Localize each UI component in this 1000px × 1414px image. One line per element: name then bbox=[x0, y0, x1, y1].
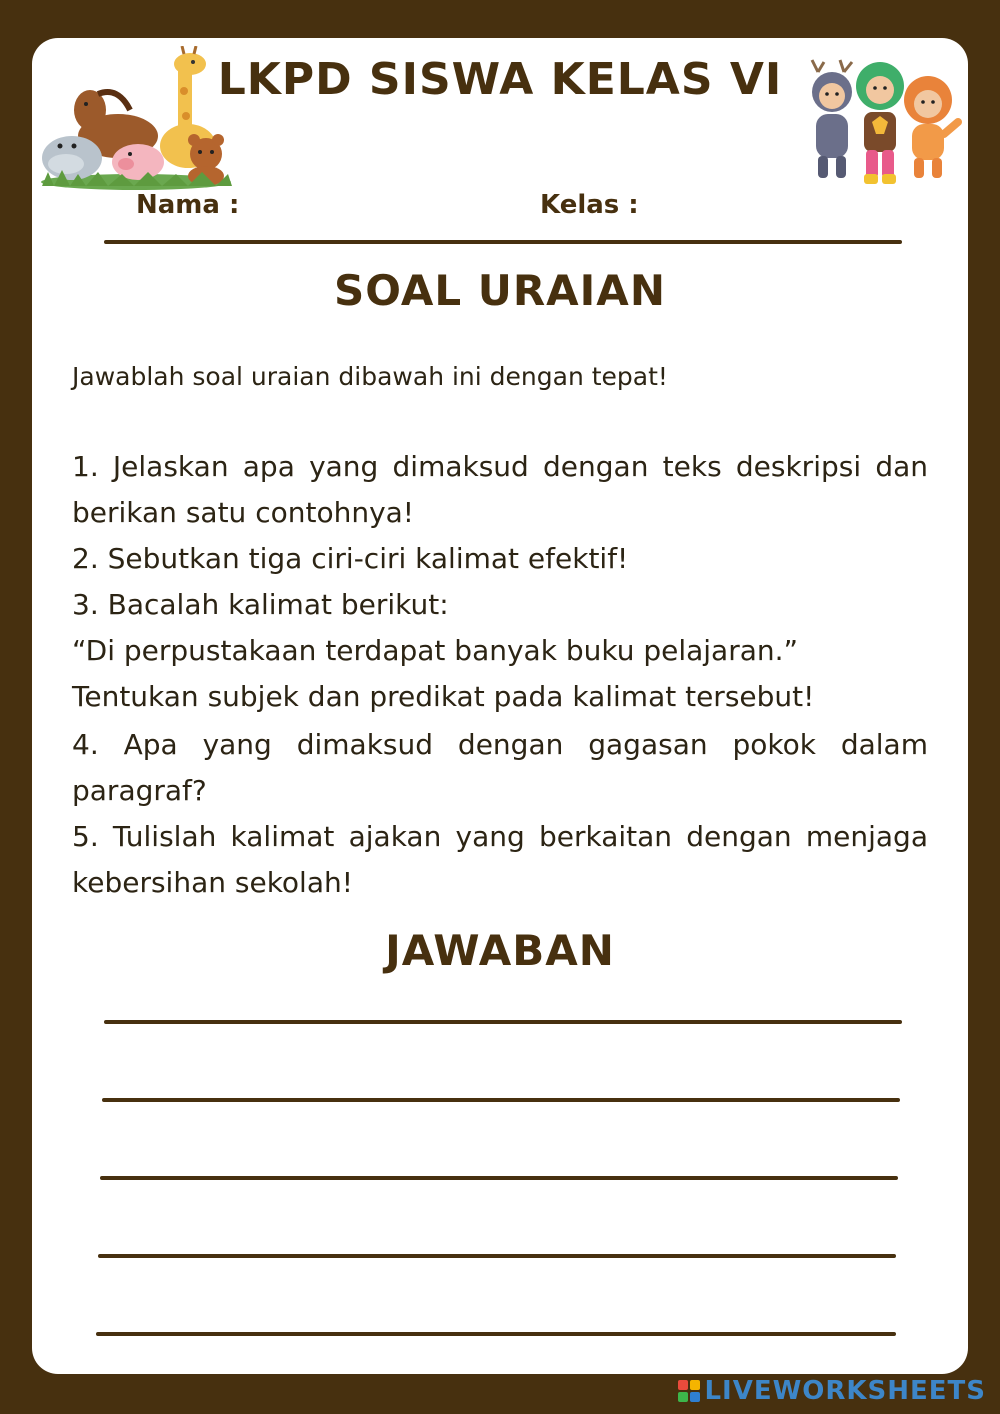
question-3-sentence: “Di perpustakaan terdapat banyak buku pelajaran.” bbox=[72, 634, 799, 667]
section-title: SOAL URAIAN bbox=[334, 266, 666, 315]
header-divider bbox=[104, 240, 902, 244]
watermark-text: LIVEWORKSHEETS bbox=[704, 1376, 986, 1406]
answer-line[interactable] bbox=[102, 1098, 900, 1102]
question-3-task: Tentukan subjek dan predikat pada kalimat tersebut! bbox=[72, 680, 815, 713]
question-1: 1. Jelaskan apa yang dimaksud dengan teks deskripsi dan berikan satu contohnya! bbox=[72, 450, 928, 529]
instruction-text: Jawablah soal uraian dibawah ini dengan tepat! bbox=[72, 362, 668, 391]
answer-line[interactable] bbox=[96, 1332, 896, 1336]
kelas-label: Kelas : bbox=[540, 190, 639, 220]
question-4: 4. Apa yang dimaksud dengan gagasan pokok dalam paragraf? bbox=[72, 728, 928, 807]
liveworksheets-watermark bbox=[678, 1376, 986, 1406]
answer-line[interactable] bbox=[98, 1254, 896, 1258]
question-2: 2. Sebutkan tiga ciri-ciri kalimat efektif! bbox=[72, 542, 629, 575]
question-5: 5. Tulislah kalimat ajakan yang berkaitan dengan menjaga kebersihan sekolah! bbox=[72, 820, 928, 899]
question-3: 3. Bacalah kalimat berikut: bbox=[72, 588, 449, 621]
nama-label: Nama : bbox=[136, 190, 240, 220]
answer-title: JAWABAN bbox=[385, 926, 615, 975]
answer-line[interactable] bbox=[104, 1020, 902, 1024]
answer-line[interactable] bbox=[100, 1176, 898, 1180]
liveworksheets-logo-icon bbox=[678, 1380, 700, 1402]
page-title: LKPD SISWA KELAS VI bbox=[217, 54, 783, 105]
